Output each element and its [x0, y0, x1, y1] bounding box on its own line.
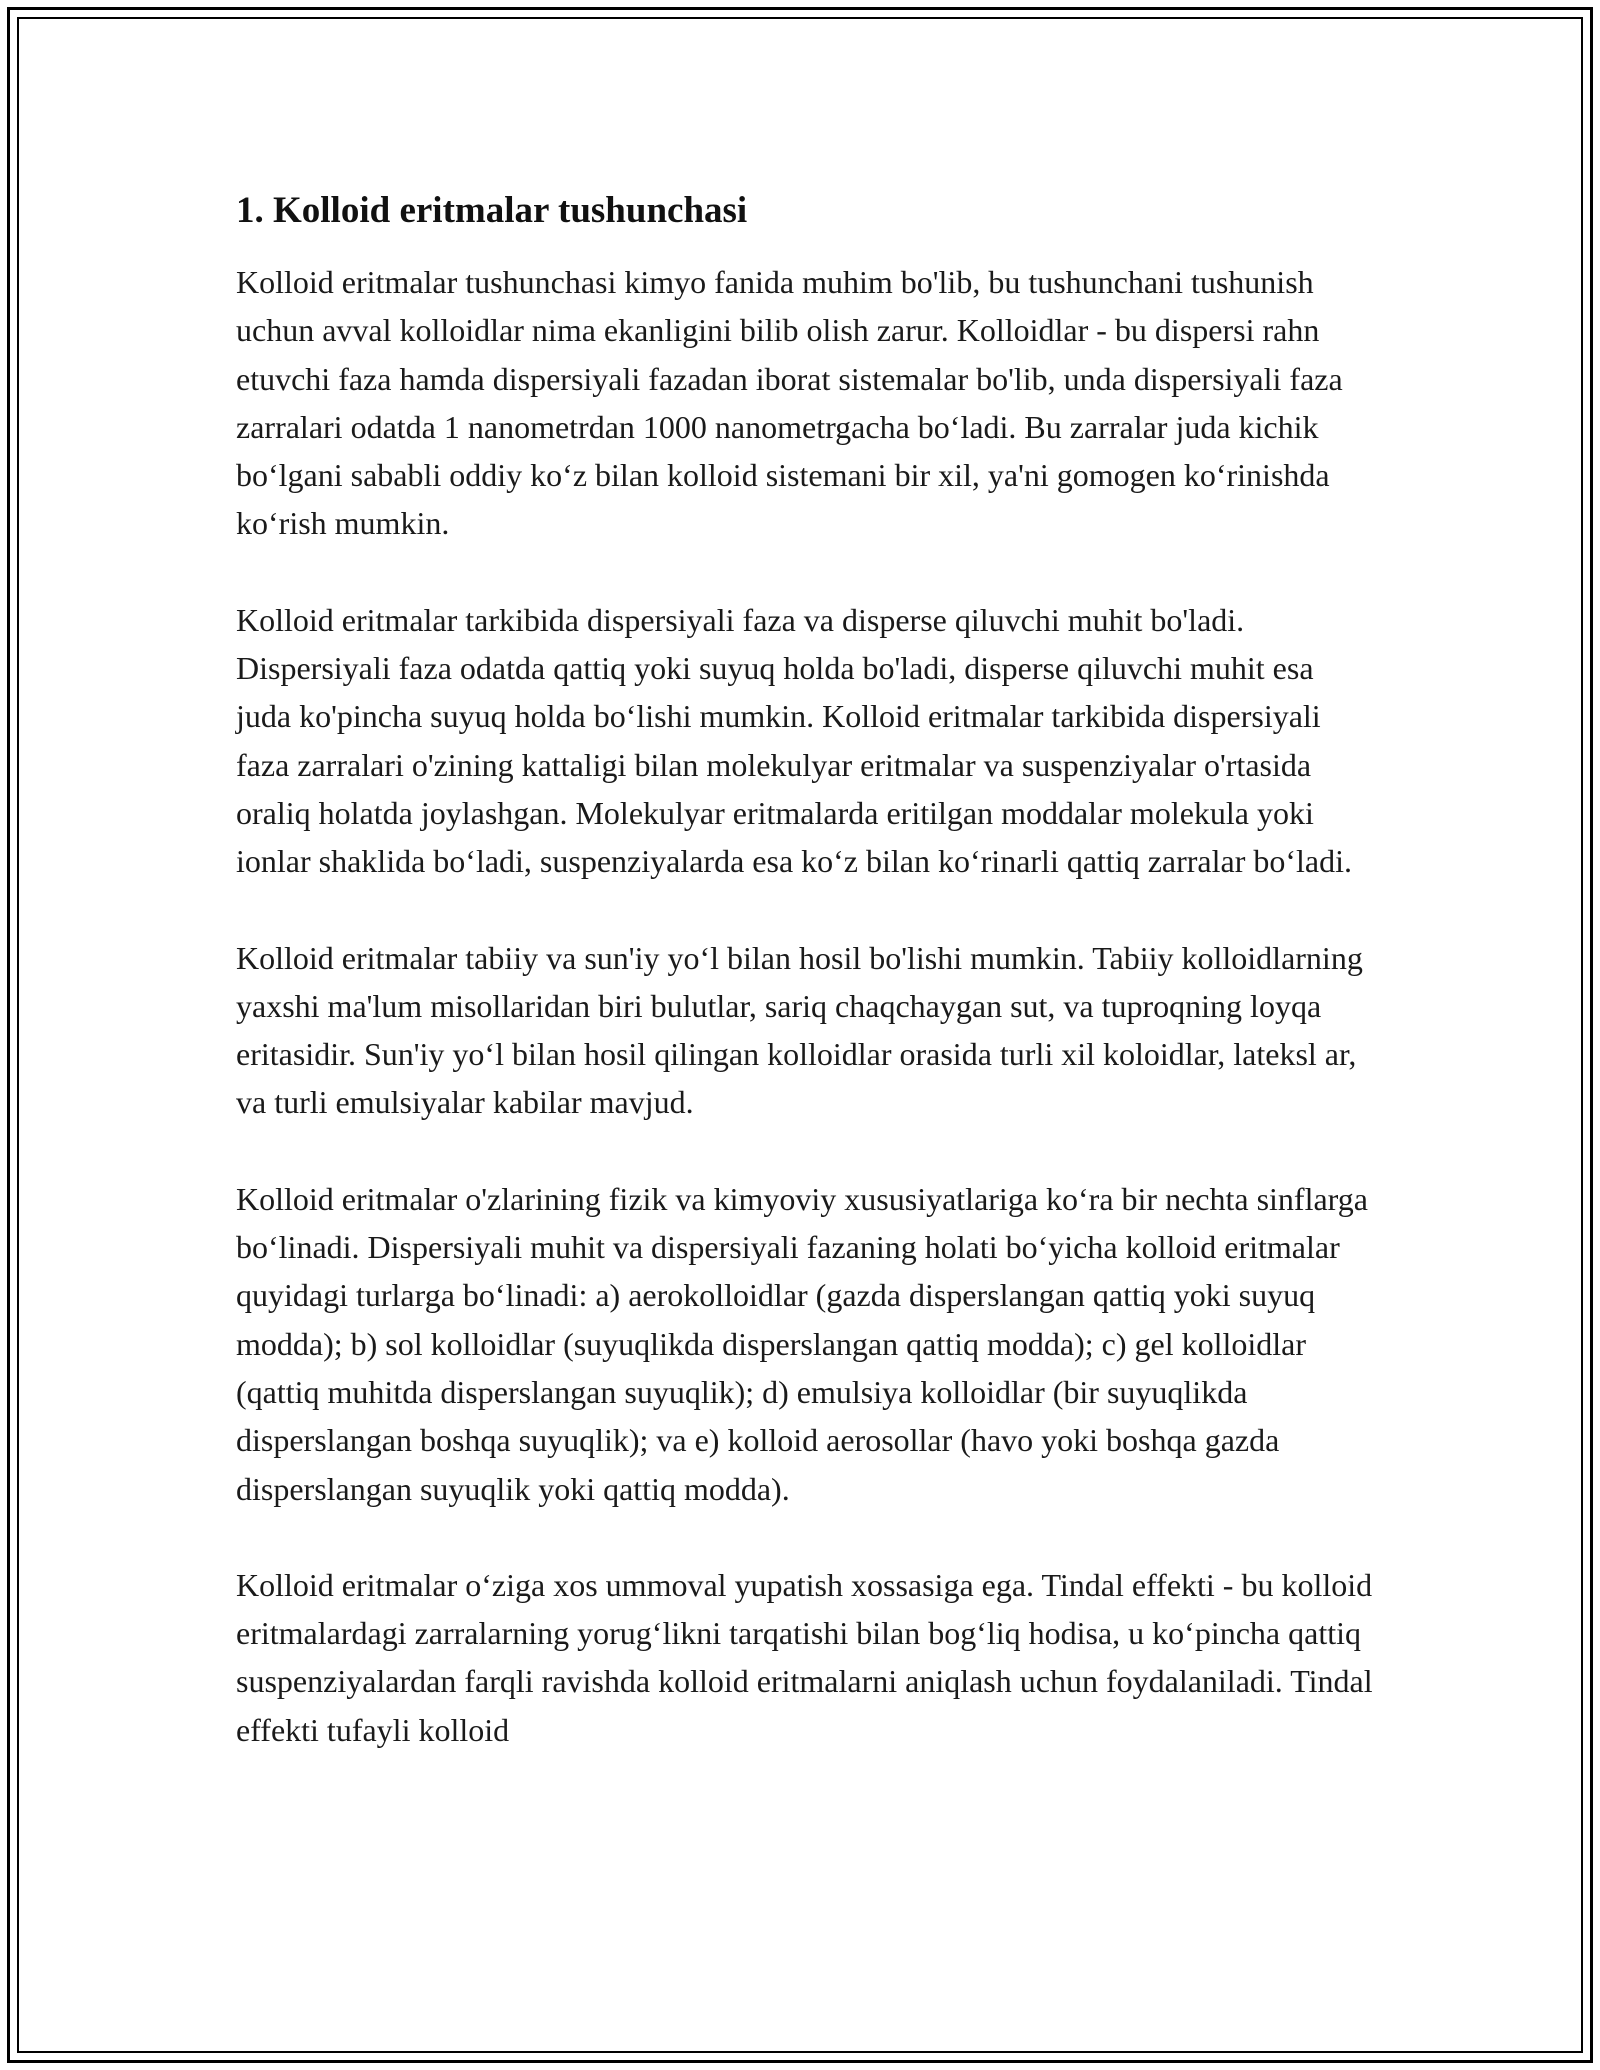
- paragraph-5: Kolloid eritmalar o‘ziga xos ummoval yupatish xossasiga ega. Tindal effekti - bu kolloid eritmalardagi zarralarning yorug‘likni tarqatishi bilan bog‘liq hodisa, u ko‘pincha qattiq suspenziyalardan farqli ravishda kolloid eritmalarni aniqlash uchun foydalaniladi. Tindal effekti tufayli kolloid: [236, 1566, 1373, 1748]
- section-heading: 1. Kolloid eritmalar tushunchasi: [236, 190, 748, 231]
- paragraph-1: Kolloid eritmalar tushunchasi kimyo fanida muhim bo'lib, bu tushunchani tushunish uchun avval kolloidlar nima ekanligini bilib olish zarur. Kolloidlar - bu dispersi rahn etuvchi faza hamda dispersiyali fazadan iborat sistemalar bo'lib, unda dispersiyali faza zarralari odatda 1 nanometrdan 1000 nanometrgacha bo‘ladi. Bu zarralar juda kichik bo‘lgani sababli oddiy ko‘z bilan kolloid sistemani bir xil, ya'ni gomogen ko‘rinishda ko‘rish mumkin.: [236, 264, 1343, 542]
- paragraph-3: Kolloid eritmalar tabiiy va sun'iy yo‘l bilan hosil bo'lishi mumkin. Tabiiy kolloidlarning yaxshi ma'lum misollaridan biri bulutlar, sariq chaqchaygan sut, va tuproqning loyqa eritasidir. Sun'iy yo‘l bilan hosil qilingan kolloidlar orasida turli xil koloidlar, lateksl ar, va turli emulsiyalar kabilar mavjud.: [236, 939, 1363, 1121]
- document-body: [236, 186, 1376, 1802]
- paragraph-2: Kolloid eritmalar tarkibida dispersiyali faza va disperse qiluvchi muhit bo'ladi. Dispersiyali faza odatda qattiq yoki suyuq holda bo'ladi, disperse qiluvchi muhit esa juda ko'pincha suyuq holda bo‘lishi mumkin. Kolloid eritmalar tarkibida dispersiyali faza zarralari o'zining kattaligi bilan molekulyar eritmalar va suspenziyalar o'rtasida oraliq holatda joylashgan. Molekulyar eritmalarda eritilgan moddalar molekula yoki ionlar shaklida bo‘ladi, suspenziyalarda esa ko‘z bilan ko‘rinarli qattiq zarralar bo‘ladi.: [236, 601, 1353, 880]
- paragraph-4: Kolloid eritmalar o'zlarining fizik va kimyoviy xususiyatlariga ko‘ra bir nechta sinflarga bo‘linadi. Dispersiyali muhit va dispersiyali fazaning holati bo‘yicha kolloid eritmalar quyidagi turlarga bo‘linadi: a) aerokolloidlar (gazda disperslangan qattiq yoki suyuq modda); b) sol kolloidlar (suyuqlikda disperslangan qattiq modda); c) gel kolloidlar (qattiq muhitda disperslangan suyuqlik); d) emulsiya kolloidlar (bir suyuqlikda disperslangan boshqa suyuqlik); va e) kolloid aerosollar (havo yoki boshqa gazda disperslangan suyuqlik yoki qattiq modda).: [236, 1180, 1368, 1507]
